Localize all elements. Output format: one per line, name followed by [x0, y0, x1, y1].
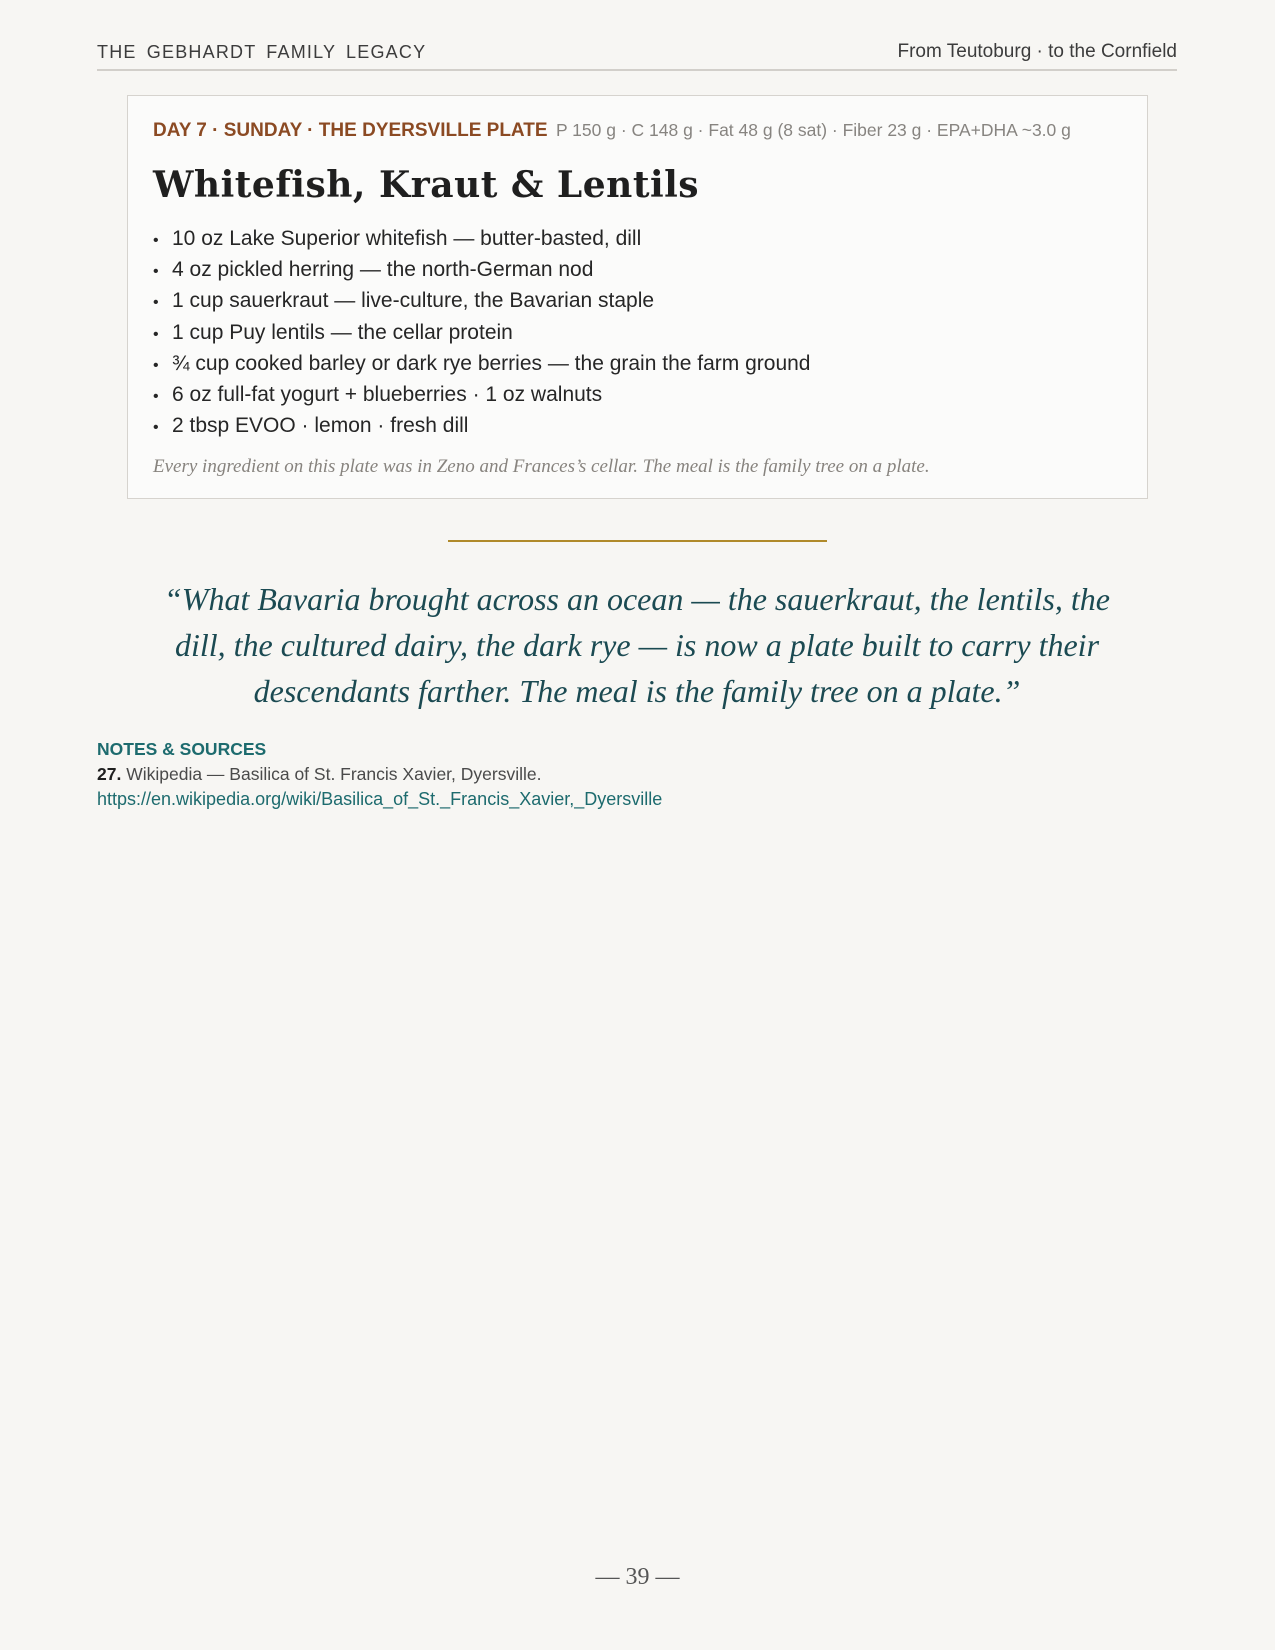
- source-link[interactable]: https://en.wikipedia.org/wiki/Basilica_of_St._Francis_Xavier,_Dyersville: [97, 789, 663, 809]
- bullet-icon: •: [153, 263, 159, 281]
- ingredient-list: [153, 223, 811, 441]
- bullet-icon: •: [153, 294, 159, 312]
- ingredient-item: [153, 223, 811, 254]
- ingredient-text: 2 tbsp EVOO · lemon · fresh dill: [172, 414, 469, 438]
- dish-title: Whitefish, Kraut & Lentils: [153, 164, 700, 206]
- running-header: [97, 38, 1177, 71]
- source-number: 27.: [97, 764, 122, 784]
- ingredient-text: 10 oz Lake Superior whitefish — butter-basted, dill: [172, 227, 642, 250]
- bullet-icon: •: [153, 419, 159, 437]
- bullet-icon: •: [153, 232, 159, 249]
- bullet-icon: •: [153, 325, 159, 343]
- chapter-title: From Teutoburg · to the Cornfield: [897, 41, 1177, 62]
- ingredient-text: 6 oz full-fat yogurt + blueberries · 1 oz walnuts: [172, 382, 603, 406]
- pull-quote: “What Bavaria brought across an ocean — the sauerkraut, the lentils, the dill, the cultured dairy, the dark rye — is now a plate built to carry their descendants farther. The meal is the family tree on a plate.”: [164, 581, 1110, 709]
- source-text: Wikipedia — Basilica of St. Francis Xavier, Dyersville.: [126, 764, 542, 784]
- ingredient-text: 4 oz pickled herring — the north-German nod: [172, 258, 594, 282]
- ingredient-text: 1 cup sauerkraut — live-culture, the Bavarian staple: [172, 289, 655, 313]
- plate-note: Every ingredient on this plate was in Zeno and Frances’s cellar. The meal is the family tree on a plate.: [153, 456, 930, 477]
- bullet-icon: •: [153, 356, 159, 374]
- notes-heading: NOTES & SOURCES: [97, 739, 267, 759]
- divider-rule: [448, 540, 827, 542]
- ingredient-item: [153, 317, 811, 348]
- page-number: — 39 —: [595, 1564, 680, 1590]
- ingredient-item: [153, 348, 811, 379]
- ingredient-text: 1 cup Puy lentils — the cellar protein: [172, 320, 513, 344]
- book-title: THE GEBHARDT FAMILY LEGACY: [97, 42, 427, 62]
- ingredient-item: [153, 285, 811, 316]
- plate-card: [127, 95, 1148, 499]
- macros-summary: P 150 g · C 148 g · Fat 48 g (8 sat) · Fiber 23 g · EPA+DHA ~3.0 g: [555, 120, 1071, 140]
- ingredient-text: ¾ cup cooked barley or dark rye berries — the grain the farm ground: [172, 351, 811, 375]
- ingredient-item: [153, 254, 811, 285]
- day-label: DAY 7 · SUNDAY · THE DYERSVILLE PLATE: [153, 120, 548, 141]
- day-line: [153, 120, 1071, 142]
- bullet-icon: •: [153, 387, 159, 405]
- ingredient-item: [153, 379, 811, 410]
- ingredient-item: [153, 410, 811, 441]
- source-entry: [97, 764, 541, 785]
